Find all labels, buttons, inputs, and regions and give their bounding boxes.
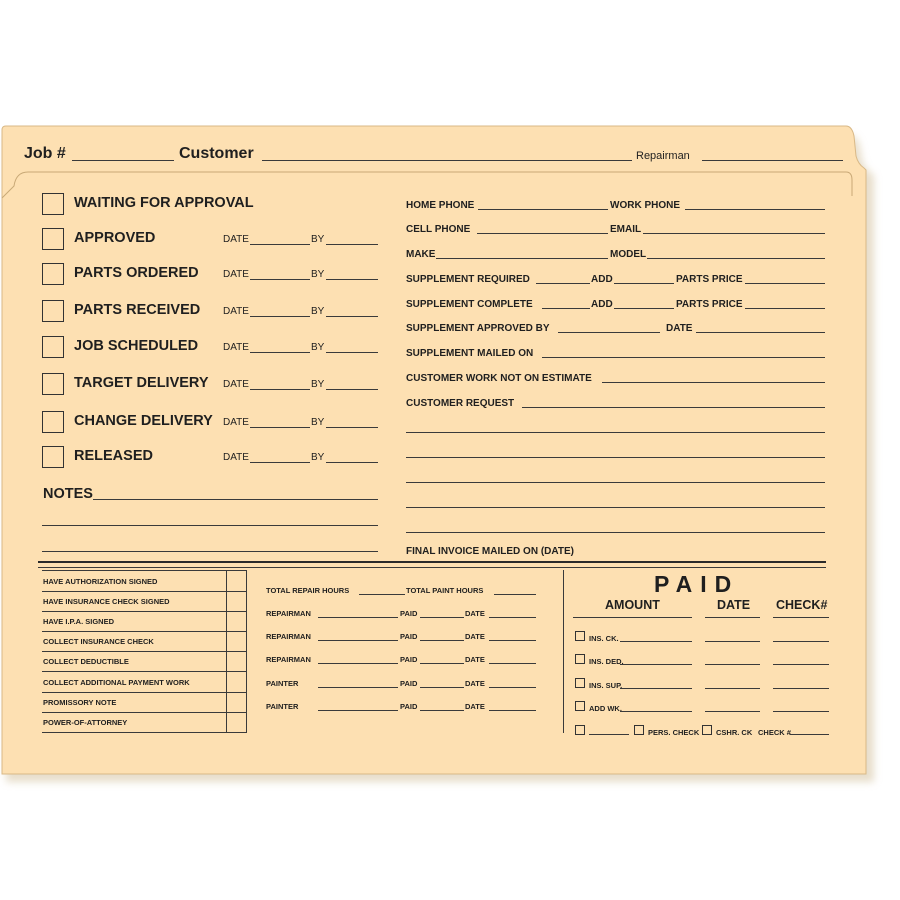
hours-row-paid-line[interactable] xyxy=(420,687,464,688)
notes-label: NOTES xyxy=(43,486,93,502)
supplement-required-label: SUPPLEMENT REQUIRED xyxy=(406,274,530,285)
paid-row-label: INS. DED. xyxy=(589,657,624,667)
status-by-label: BY xyxy=(311,452,325,463)
status-by-line[interactable] xyxy=(326,427,378,428)
paid-row-amount-line[interactable] xyxy=(620,641,692,642)
hours-row-name-line[interactable] xyxy=(318,687,398,688)
email-line[interactable] xyxy=(643,233,825,234)
checklist-item-line xyxy=(42,611,246,612)
status-date-line[interactable] xyxy=(250,352,310,353)
status-date-label: DATE xyxy=(223,417,249,428)
total-repair-hours-label: TOTAL REPAIR HOURS xyxy=(266,586,350,595)
status-by-label: BY xyxy=(311,379,325,390)
status-date-line[interactable] xyxy=(250,427,310,428)
paid-row-amount-line[interactable] xyxy=(620,688,692,689)
supplement-approved-by-label: SUPPLEMENT APPROVED BY xyxy=(406,323,550,334)
paid-row-label: INS. SUP. xyxy=(589,680,623,690)
status-by-line[interactable] xyxy=(326,316,378,317)
hours-row-paid-line[interactable] xyxy=(420,710,464,711)
other-payment-checkbox[interactable] xyxy=(575,725,585,735)
repairman-label: Repairman xyxy=(636,150,690,162)
total-paint-hours-label: TOTAL PAINT HOURS xyxy=(406,586,484,595)
paid-row-amount-line[interactable] xyxy=(620,664,692,665)
paid-row-label: ADD WK. xyxy=(589,703,622,713)
checklist-item-line xyxy=(42,692,246,693)
final-invoice-label: FINAL INVOICE MAILED ON (DATE) xyxy=(406,546,574,557)
notes-line-2[interactable] xyxy=(42,525,378,526)
status-checkbox[interactable] xyxy=(42,446,64,468)
supplement-approved-date-line[interactable] xyxy=(696,332,825,333)
hours-row-paid-label: PAID xyxy=(400,609,418,618)
status-label: APPROVED xyxy=(74,230,156,246)
hours-row-name-line[interactable] xyxy=(318,617,398,618)
paid-row-amount-line[interactable] xyxy=(620,711,692,712)
notes-line-1[interactable] xyxy=(93,499,378,500)
status-by-line[interactable] xyxy=(326,462,378,463)
status-date-label: DATE xyxy=(223,379,249,390)
status-by-line[interactable] xyxy=(326,244,378,245)
hours-row-date-label: DATE xyxy=(465,632,485,642)
checklist-item-label: COLLECT INSURANCE CHECK xyxy=(43,637,154,647)
status-by-line[interactable] xyxy=(326,389,378,390)
hours-row-label: PAINTER xyxy=(266,678,299,688)
status-date-line[interactable] xyxy=(250,279,310,280)
status-date-line[interactable] xyxy=(250,316,310,317)
supplement-complete-parts-price-label: PARTS PRICE xyxy=(676,299,743,310)
home-phone-label: HOME PHONE xyxy=(406,200,475,211)
customer-request-line-6[interactable] xyxy=(406,532,825,533)
status-checkbox[interactable] xyxy=(42,193,64,215)
customer-request-label: CUSTOMER REQUEST xyxy=(406,398,515,409)
status-by-label: BY xyxy=(311,342,325,353)
status-by-line[interactable] xyxy=(326,279,378,280)
paid-row-label: INS. CK. xyxy=(589,634,619,643)
supplement-complete-label: SUPPLEMENT COMPLETE xyxy=(406,299,533,310)
hours-row-paid-label: PAID xyxy=(400,632,418,642)
paid-row-checkbox[interactable] xyxy=(575,631,585,641)
paid-row-checkbox[interactable] xyxy=(575,701,585,711)
customer-request-line-3[interactable] xyxy=(406,457,825,458)
status-by-label: BY xyxy=(311,269,325,280)
paid-row-check-line[interactable] xyxy=(773,688,829,689)
status-date-line[interactable] xyxy=(250,244,310,245)
notes-line-3[interactable] xyxy=(42,551,378,552)
supplement-required-add-line[interactable] xyxy=(614,283,674,284)
job-number-line[interactable] xyxy=(72,160,174,161)
supplement-complete-add-line[interactable] xyxy=(614,308,674,309)
checklist-item-label: HAVE AUTHORIZATION SIGNED xyxy=(43,577,158,586)
customer-request-line-5[interactable] xyxy=(406,507,825,508)
hours-row-date-label: DATE xyxy=(465,655,485,665)
checklist-item-line xyxy=(42,591,246,592)
paid-row-check-line[interactable] xyxy=(773,641,829,642)
checklist-item-line xyxy=(42,651,246,652)
paid-row-date-line[interactable] xyxy=(705,711,760,712)
hours-row-label: REPAIRMAN xyxy=(266,609,311,618)
supplement-required-parts-price-line[interactable] xyxy=(745,283,825,284)
status-label: PARTS RECEIVED xyxy=(74,302,201,318)
job-number-label: Job # xyxy=(24,145,66,162)
total-repair-hours-line[interactable] xyxy=(359,594,405,595)
customer-work-not-on-estimate-line[interactable] xyxy=(602,382,825,383)
email-label: EMAIL xyxy=(610,224,642,235)
other-payment-line[interactable] xyxy=(589,734,629,735)
hours-row-label: REPAIRMAN xyxy=(266,632,311,642)
status-label: JOB SCHEDULED xyxy=(74,338,199,354)
customer-line[interactable] xyxy=(262,160,632,161)
paid-date-underline xyxy=(705,617,760,618)
status-by-label: BY xyxy=(311,417,325,428)
hours-row-date-label: DATE xyxy=(465,609,485,618)
cell-phone-label: CELL PHONE xyxy=(406,224,471,235)
customer-work-not-on-estimate-label: CUSTOMER WORK NOT ON ESTIMATE xyxy=(406,373,592,384)
hours-row-paid-label: PAID xyxy=(400,655,418,665)
hours-row-name-line[interactable] xyxy=(318,710,398,711)
status-checkbox[interactable] xyxy=(42,336,64,358)
checklist-item-label: POWER-OF-ATTORNEY xyxy=(43,717,128,727)
status-date-label: DATE xyxy=(223,306,249,317)
hours-row-date-line[interactable] xyxy=(489,687,536,688)
paid-check-header: CHECK# xyxy=(776,598,828,612)
paid-row-check-line[interactable] xyxy=(773,664,829,665)
checklist-col-divider-2 xyxy=(246,570,247,733)
checklist-item-line xyxy=(42,631,246,632)
hours-row-label: REPAIRMAN xyxy=(266,655,311,665)
paid-row-checkbox[interactable] xyxy=(575,678,585,688)
paid-row-date-line[interactable] xyxy=(705,664,760,665)
checklist-col-divider-1 xyxy=(226,570,227,733)
paid-check-underline xyxy=(773,617,829,618)
supplement-approved-by-line[interactable] xyxy=(558,332,660,333)
status-label: TARGET DELIVERY xyxy=(74,375,209,391)
paid-section-divider xyxy=(563,570,564,733)
checklist-item-label: PROMISSORY NOTE xyxy=(43,697,117,707)
status-label: CHANGE DELIVERY xyxy=(74,413,213,429)
checklist-item-line xyxy=(42,712,246,713)
pers-check-label: PERS. CHECK xyxy=(648,728,700,737)
supplement-complete-line[interactable] xyxy=(542,308,590,309)
pers-check-checkbox[interactable] xyxy=(634,725,644,735)
status-label: WAITING FOR APPROVAL xyxy=(74,195,254,211)
status-checkbox[interactable] xyxy=(42,373,64,395)
status-checkbox[interactable] xyxy=(42,411,64,433)
check-number-line[interactable] xyxy=(790,734,829,735)
work-phone-line[interactable] xyxy=(685,209,825,210)
paid-row-date-line[interactable] xyxy=(705,641,760,642)
hours-row-paid-line[interactable] xyxy=(420,617,464,618)
hours-row-name-line[interactable] xyxy=(318,663,398,664)
supplement-mailed-on-line[interactable] xyxy=(542,357,825,358)
status-date-label: DATE xyxy=(223,234,249,245)
paid-row-date-line[interactable] xyxy=(705,688,760,689)
cell-phone-line[interactable] xyxy=(477,233,608,234)
hours-row-paid-line[interactable] xyxy=(420,640,464,641)
section-divider xyxy=(38,561,826,563)
home-phone-line[interactable] xyxy=(478,209,608,210)
paid-date-header: DATE xyxy=(717,598,751,612)
check-number-label: CHECK # xyxy=(758,728,791,737)
cshr-ck-label: CSHR. CK xyxy=(716,728,753,737)
customer-request-line[interactable] xyxy=(522,407,825,408)
hours-row-date-line[interactable] xyxy=(489,640,536,641)
status-checkbox[interactable] xyxy=(42,228,64,250)
status-checkbox[interactable] xyxy=(42,263,64,285)
hours-row-date-label: DATE xyxy=(465,701,485,711)
status-by-label: BY xyxy=(311,306,325,317)
status-date-label: DATE xyxy=(223,452,249,463)
hours-row-paid-label: PAID xyxy=(400,678,418,688)
model-line[interactable] xyxy=(647,258,825,259)
hours-row-date-line[interactable] xyxy=(489,663,536,664)
make-line[interactable] xyxy=(436,258,608,259)
paid-row-checkbox[interactable] xyxy=(575,654,585,664)
model-label: MODEL xyxy=(610,249,647,260)
customer-label: Customer xyxy=(179,145,254,162)
hours-row-paid-line[interactable] xyxy=(420,663,464,664)
repairman-line[interactable] xyxy=(702,160,843,161)
paid-amount-header: AMOUNT xyxy=(605,598,660,612)
work-phone-label: WORK PHONE xyxy=(610,200,680,211)
checklist-item-label: HAVE I.P.A. SIGNED xyxy=(43,617,114,627)
checklist-item-label: COLLECT DEDUCTIBLE xyxy=(43,657,129,667)
supplement-complete-parts-price-line[interactable] xyxy=(745,308,825,309)
supplement-mailed-on-label: SUPPLEMENT MAILED ON xyxy=(406,348,534,359)
total-paint-hours-line[interactable] xyxy=(494,594,536,595)
hours-row-date-line[interactable] xyxy=(489,617,536,618)
checklist-item-line xyxy=(42,732,246,733)
supplement-required-add-label: ADD xyxy=(591,274,613,285)
supplement-required-parts-price-label: PARTS PRICE xyxy=(676,274,743,285)
customer-request-line-4[interactable] xyxy=(406,482,825,483)
customer-request-line-2[interactable] xyxy=(406,432,825,433)
status-date-label: DATE xyxy=(223,342,249,353)
section-divider-thin xyxy=(38,567,826,568)
status-date-label: DATE xyxy=(223,269,249,280)
paid-title: PAID xyxy=(654,571,740,597)
status-by-line[interactable] xyxy=(326,352,378,353)
hours-row-name-line[interactable] xyxy=(318,640,398,641)
hours-row-label: PAINTER xyxy=(266,701,299,711)
hours-row-date-label: DATE xyxy=(465,678,485,688)
status-checkbox[interactable] xyxy=(42,300,64,322)
status-date-line[interactable] xyxy=(250,462,310,463)
paid-amount-underline xyxy=(573,617,692,618)
checklist-top-line xyxy=(42,570,246,571)
hours-row-date-line[interactable] xyxy=(489,710,536,711)
supplement-required-line[interactable] xyxy=(536,283,590,284)
supplement-complete-add-label: ADD xyxy=(591,299,613,310)
status-label: PARTS ORDERED xyxy=(74,265,199,281)
hours-row-paid-label: PAID xyxy=(400,701,418,711)
status-label: RELEASED xyxy=(74,448,153,464)
status-date-line[interactable] xyxy=(250,389,310,390)
checklist-item-line xyxy=(42,671,246,672)
cshr-ck-checkbox[interactable] xyxy=(702,725,712,735)
checklist-item-label: COLLECT ADDITIONAL PAYMENT WORK xyxy=(43,677,190,687)
make-label: MAKE xyxy=(406,249,436,260)
checklist-item-label: HAVE INSURANCE CHECK SIGNED xyxy=(43,597,170,607)
supplement-approved-date-label: DATE xyxy=(666,323,693,334)
paid-row-check-line[interactable] xyxy=(773,711,829,712)
status-by-label: BY xyxy=(311,234,325,245)
